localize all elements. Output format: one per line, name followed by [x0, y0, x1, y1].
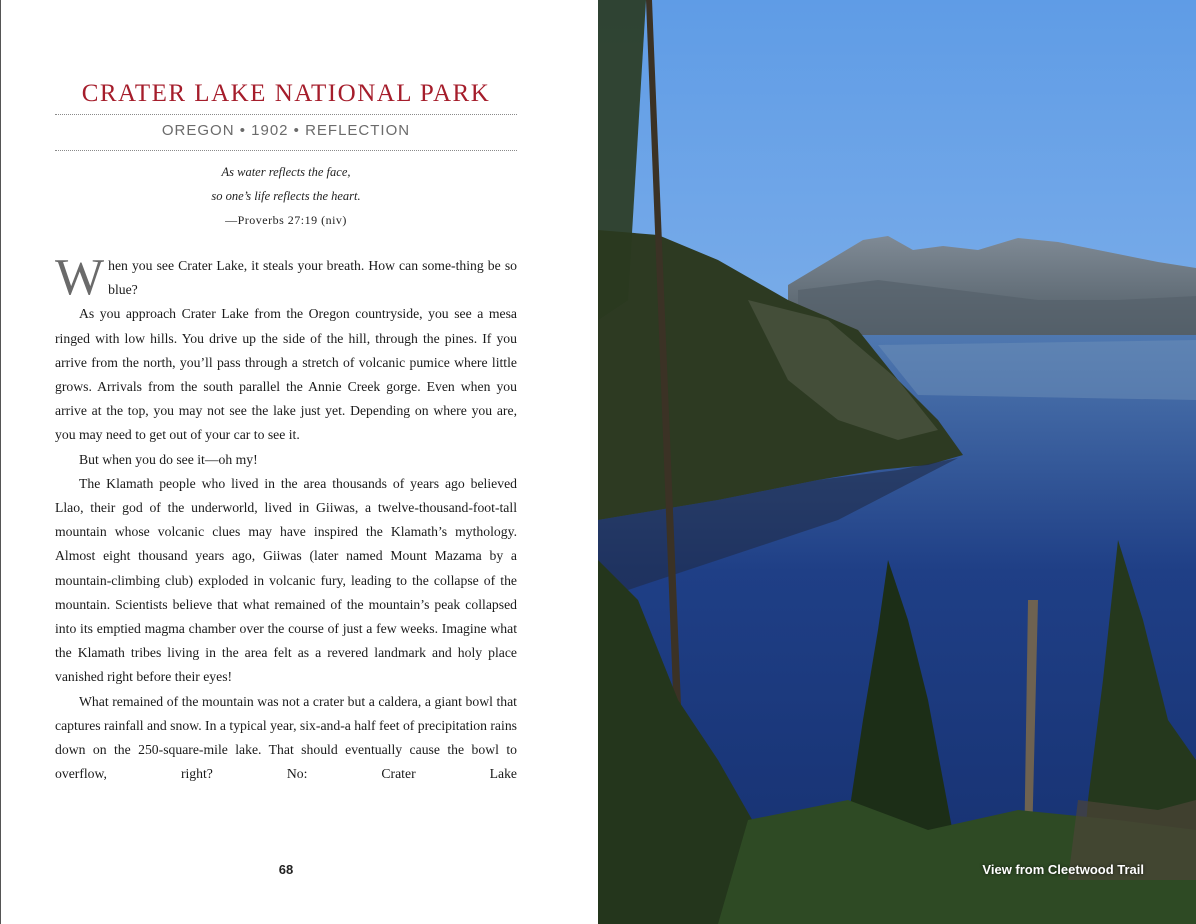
title-rule-bottom [55, 150, 517, 151]
body-text [55, 249, 517, 786]
drop-cap: W [55, 249, 105, 306]
paragraph-4-text: The Klamath people who lived in the area thousands of years ago believed Llao, their god of the underworld, lived in Giiwas, a twelve-thousand-foot-tall mountain whose volcanic clues may have inspired the Klamath’s mythology. Almost eight thousand years ago, Giiwas (later named Mount Mazama by a mountain-climbing club) exploded in volcanic fury, leading to the collapse of the mountain. Scientists believe that what remained of the mountain’s peak collapsed into its emptied magma chamber over the course of just a few weeks. Imagine what the Klamath tribes living in the area felt as a revered landmark and holy place vanished right before their eyes! [55, 475, 517, 685]
paragraph-5-text: What remained of the mountain was not a crater but a caldera, a giant bowl that captures rainfall and snow. In a typical year, six-and-a half feet of precipitation rains down on the 250-square-mile lake. That should eventually cause the bowl to overflow, right? No: Crater Lake [55, 693, 517, 782]
paragraph-5 [55, 690, 517, 787]
paragraph-2-text: As you approach Crater Lake from the Oregon countryside, you see a mesa ringed with low hills. You drive up the side of the hill, through the pines. If you arrive from the north, you’ll pass through a stretch of volcanic pumice where little grows. Arrivals from the south parallel the Annie Creek gorge. Even when you arrive at the top, you may not see the lake just yet. Depending on where you are, you may need to get out of your car to see it. [55, 306, 517, 443]
paragraph-3-text: But when you do see it—oh my! [79, 451, 258, 467]
right-page-photo [598, 0, 1196, 924]
paragraph-1-text: hen you see Crater Lake, it steals your breath. How can some-thing be so blue? [108, 258, 517, 298]
epigraph-line-2: so one’s life reflects the heart. [211, 189, 361, 203]
paragraph-1 [55, 249, 517, 306]
epigraph-citation: —Proverbs 27:19 (niv) [225, 213, 347, 227]
chapter-subtitle: OREGON • 1902 • REFLECTION [161, 122, 411, 139]
crater-lake-photo [598, 0, 1196, 924]
epigraph [55, 160, 517, 232]
lake-reflection [878, 340, 1196, 400]
photo-caption: View from Cleetwood Trail [982, 862, 1144, 877]
paragraph-4 [55, 472, 517, 690]
chapter-title: CRATER LAKE NATIONAL PARK [81, 80, 491, 107]
title-rule-top [55, 114, 517, 115]
paragraph-2 [55, 302, 517, 447]
epigraph-line-1: As water reflects the face, [221, 165, 351, 179]
paragraph-3 [55, 448, 517, 472]
page-number: 68 [278, 862, 294, 877]
